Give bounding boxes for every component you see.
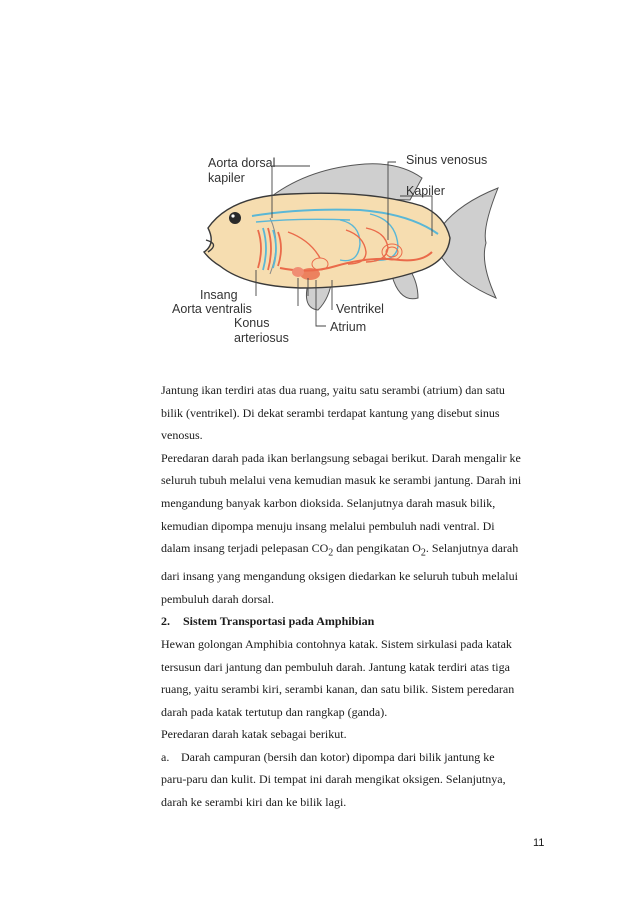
label-aorta-ventralis: Aorta ventralis — [172, 302, 252, 316]
text-line: ruang, yaitu serambi kiri, serambi kanan, dan satu bilik. Sistem peredaran — [161, 682, 515, 697]
paragraph-heart-chambers — [161, 379, 561, 447]
text-line: dalam insang terjadi pelepasan CO — [161, 541, 329, 556]
text-line: dari insang yang mengandung oksigen diedarkan ke seluruh tubuh melalui — [161, 569, 518, 584]
paragraph-fish-circulation — [161, 447, 561, 611]
section-number: 2. — [161, 614, 170, 629]
subscript: 2 — [328, 547, 334, 559]
text-line: Peredaran darah pada ikan berlangsung sebagai berikut. Darah mengalir ke — [161, 450, 521, 465]
text-line: mengandung banyak karbon dioksida. Selanjutnya darah masuk bilik, — [161, 495, 496, 510]
label-arteriosus: arteriosus — [234, 331, 289, 345]
fish-circulation-diagram — [160, 148, 500, 358]
text-line: darah ke serambi kiri dan ke bilik lagi. — [161, 795, 347, 810]
tail-fin — [442, 188, 498, 298]
text-line: Peredaran darah katak sebagai berikut. — [161, 727, 347, 742]
section-title: Sistem Transportasi pada Amphibian — [183, 614, 375, 629]
text-line: paru-paru dan kulit. Di tempat ini darah mengikat oksigen. Selanjutnya, — [161, 772, 506, 787]
text-line: pembuluh darah dorsal. — [161, 591, 274, 606]
text-line: . Selanjutnya darah — [425, 541, 519, 556]
text-line: venosus. — [161, 428, 203, 443]
label-aorta-dorsal: Aorta dorsal — [208, 156, 276, 170]
label-ventrikel: Ventrikel — [336, 302, 384, 316]
paragraph-amphibian — [161, 633, 561, 723]
label-kapiler-right: Kapiler — [406, 184, 445, 198]
label-atrium: Atrium — [330, 320, 367, 334]
text-line: Darah campuran (bersih dan kotor) dipompa dari bilik jantung ke — [181, 749, 495, 764]
paragraph-frog-circulation — [161, 723, 561, 746]
label-sinus-venosus: Sinus venosus — [406, 153, 488, 167]
body-text — [161, 379, 561, 814]
section-heading — [161, 610, 561, 633]
subscript: 2 — [420, 547, 426, 559]
text-line: bilik (ventrikel). Di dekat serambi terdapat kantung yang disebut sinus — [161, 405, 500, 420]
text-line: Hewan golongan Amphibia contohnya katak. Sistem sirkulasi pada katak — [161, 636, 512, 651]
label-kapiler-left: kapiler — [208, 171, 245, 185]
list-item-a — [161, 746, 561, 814]
eye — [229, 212, 241, 224]
list-marker: a. — [161, 749, 170, 764]
text-line: dan pengikatan O — [333, 541, 421, 556]
label-insang: Insang — [200, 288, 238, 302]
text-line: Jantung ikan terdiri atas dua ruang, yaitu satu serambi (atrium) dan satu — [161, 383, 505, 397]
text-line: tersusun dari jantung dan pembuluh darah. Jantung katak terdiri atas tiga — [161, 659, 510, 674]
fish-body — [204, 193, 450, 288]
text-line: kemudian dipompa menuju insang melalui pembuluh nadi ventral. Di — [161, 518, 495, 533]
page-number: 11 — [533, 837, 545, 849]
label-konus: Konus — [234, 316, 270, 330]
text-line: seluruh tubuh melalui vena kemudian masuk ke serambi jantung. Darah ini — [161, 473, 522, 488]
text-line: darah pada katak tertutup dan rangkap (ganda). — [161, 704, 388, 719]
